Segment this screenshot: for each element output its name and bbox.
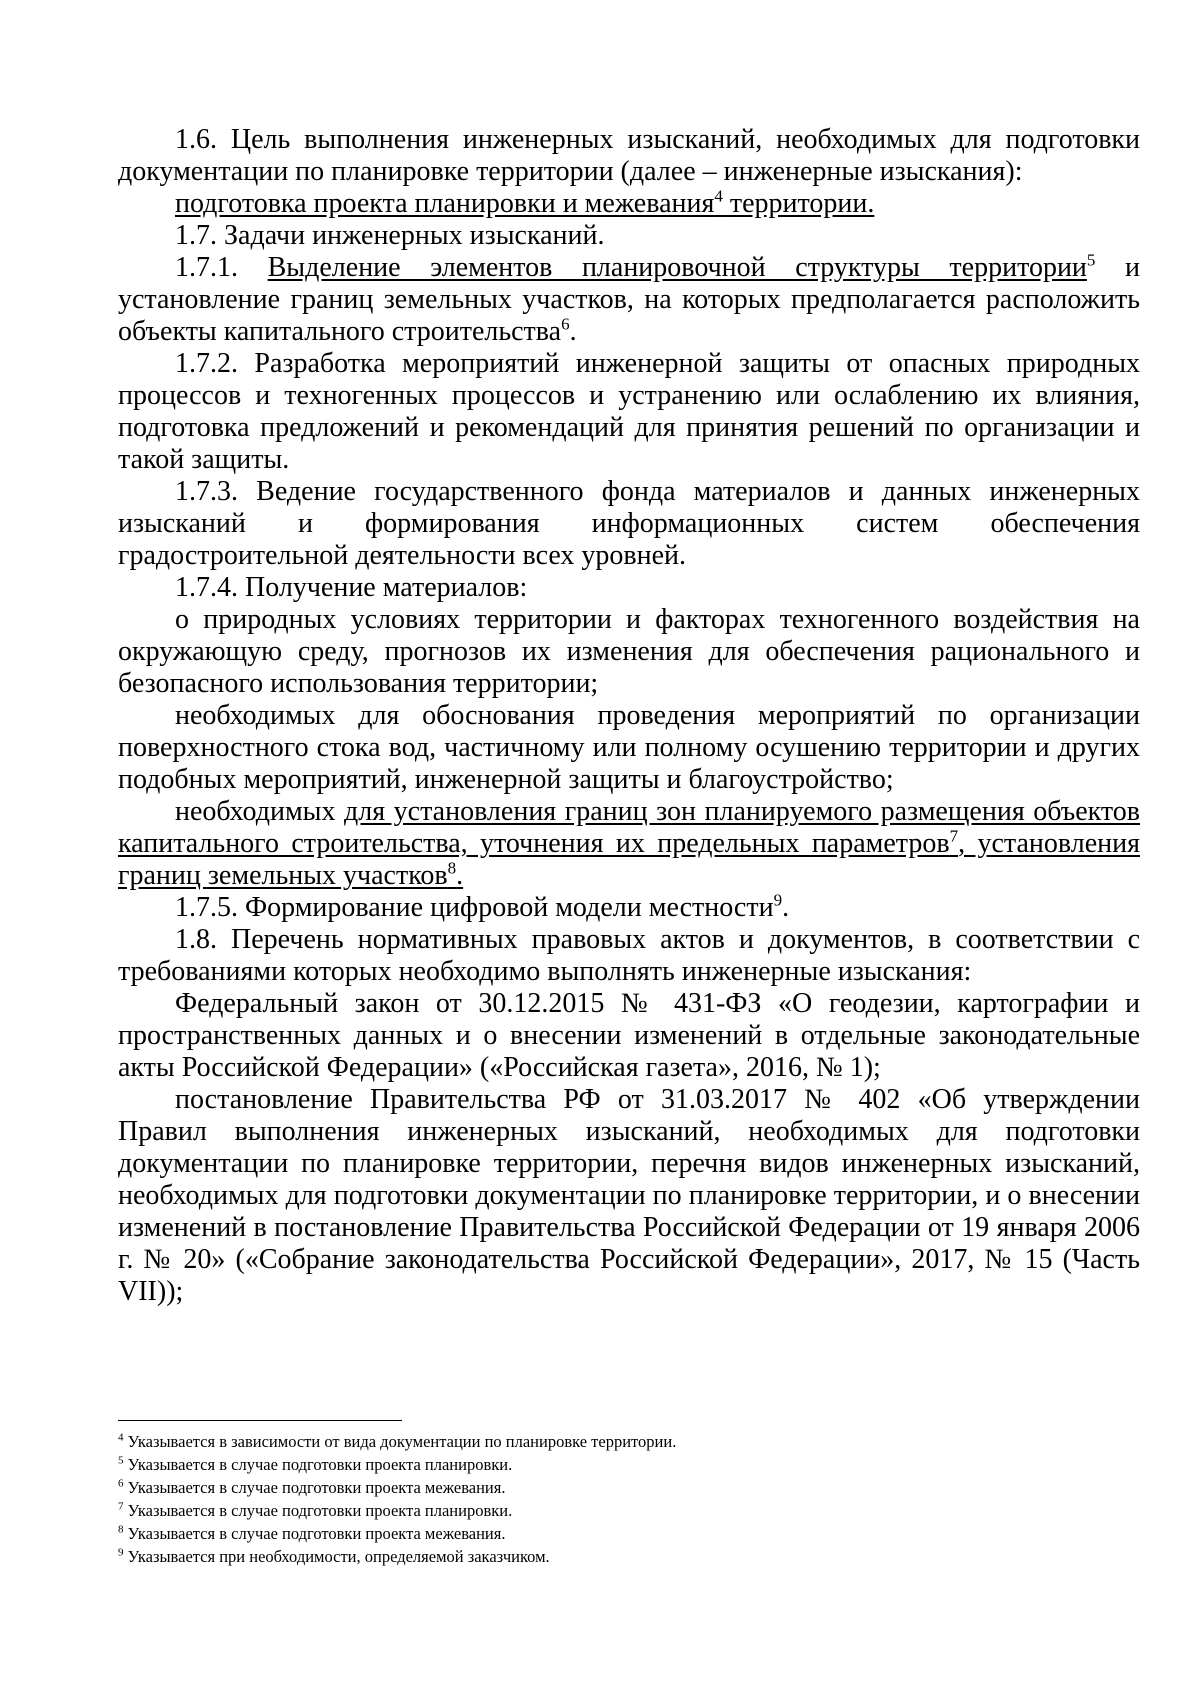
paragraph-1-7-5 xyxy=(118,892,1140,924)
paragraph-1-8: 1.8. Перечень нормативных правовых актов и документов, в соответствии с требованиями которых необходимо выполнять инженерные изыскания: xyxy=(118,924,1140,987)
footnote-text: Указывается при необходимости, определяемой заказчиком. xyxy=(123,1547,550,1566)
law-federal-431: Федеральный закон от 30.12.2015 № 431-ФЗ «О геодезии, картографии и пространственных данных и о внесении изменений в отдельные законодательные акты Российской Федерации» («Российская газета», 2016, № 1); xyxy=(118,988,1140,1083)
footnote-6 xyxy=(118,1476,1118,1499)
paragraph-1-7-4-c xyxy=(118,796,1140,892)
footnote-7 xyxy=(118,1499,1118,1522)
footnote-text: Указывается в случае подготовки проекта межевания. xyxy=(123,1478,506,1497)
footnote-number: 6 xyxy=(118,1477,124,1490)
paragraph-1-7-1 xyxy=(118,252,1140,348)
goal-text-end: территории. xyxy=(722,188,875,219)
footnote-separator xyxy=(118,1420,402,1421)
period: . xyxy=(782,892,790,923)
underlined-text-2: , установления границ земельных участков xyxy=(118,828,1140,891)
paragraph-text: и установление границ земельных участков, на которых предполагается расположить объекты капитального строительства xyxy=(118,252,1141,347)
footnote-number: 8 xyxy=(118,1523,124,1536)
footnote-number: 4 xyxy=(118,1431,124,1444)
paragraph-1-7-4-a: о природных условиях территории и факторах техногенного воздействия на окружающую среду, прогнозов их изменения для обеспечения рационального и безопасного использования территории; xyxy=(118,604,1140,699)
document-body xyxy=(118,124,1140,1308)
footnote-text: Указывается в случае подготовки проекта планировки. xyxy=(123,1455,513,1474)
footnote-number: 5 xyxy=(118,1454,124,1467)
footnote-ref-8[interactable]: 8 xyxy=(447,858,457,878)
footnote-ref-4[interactable]: 4 xyxy=(714,186,723,206)
footnote-text: Указывается в случае подготовки проекта планировки. xyxy=(123,1501,513,1520)
paragraph-1-7-4: 1.7.4. Получение материалов: xyxy=(175,572,528,603)
footnote-number: 9 xyxy=(118,1546,124,1559)
footnotes xyxy=(118,1430,1118,1568)
paragraph-text: 1.7.5. Формирование цифровой модели местности xyxy=(175,892,774,923)
footnote-ref-5[interactable]: 5 xyxy=(1086,250,1096,270)
paragraph-1-7-3: 1.7.3. Ведение государственного фонда материалов и данных инженерных изысканий и формирования информационных систем обеспечения градостроительной деятельности всех уровней. xyxy=(118,476,1140,571)
paragraph-1-7: 1.7. Задачи инженерных изысканий. xyxy=(175,220,605,251)
footnote-text: Указывается в зависимости от вида документации по планировке территории. xyxy=(123,1432,677,1451)
underlined-text: для установления границ зон планируемого размещения объектов капитального строительства, уточнения их предельных параметров xyxy=(118,796,1141,859)
period: . xyxy=(569,316,577,347)
footnote-text: Указывается в случае подготовки проекта межевания. xyxy=(123,1524,506,1543)
goal-text: подготовка проекта планировки и межевания xyxy=(175,188,715,219)
paragraph-1-6-goal xyxy=(118,188,1140,220)
footnote-ref-9[interactable]: 9 xyxy=(773,890,783,910)
footnote-ref-6[interactable]: 6 xyxy=(561,314,570,334)
paragraph-1-7-4-b: необходимых для обоснования проведения мероприятий по организации поверхностного стока вод, частичному или полному осушению территории и других подобных мероприятий, инженерной защиты и благоустройство; xyxy=(118,700,1140,795)
footnote-number: 7 xyxy=(118,1500,124,1513)
footnote-ref-7[interactable]: 7 xyxy=(949,826,959,846)
paragraph-1-6: 1.6. Цель выполнения инженерных изысканий, необходимых для подготовки документации по планировке территории (далее – инженерные изыскания): xyxy=(118,124,1140,187)
footnote-4 xyxy=(118,1430,1118,1453)
footnote-5 xyxy=(118,1453,1118,1476)
footnote-8 xyxy=(118,1522,1118,1545)
footnote-9 xyxy=(118,1545,1118,1568)
law-decree-402: постановление Правительства РФ от 31.03.2017 № 402 «Об утверждении Правил выполнения инженерных изысканий, необходимых для подготовки документации по планировке территории, перечня видов инженерных изысканий, необходимых для подготовки документации по планировке территории, и о внесении изменений в постановление Правительства Российской Федерации от 19 января 2006 г. № 20» («Собрание законодательства Российской Федерации», 2017, № 15 (Часть VII)); xyxy=(118,1084,1140,1307)
item-number: 1.7.1. xyxy=(175,252,268,283)
paragraph-1-7-2: 1.7.2. Разработка мероприятий инженерной защиты от опасных природных процессов и техногенных процессов и устранению или ослаблению их влияния, подготовка предложений и рекомендаций для принятия решений по организации и такой защиты. xyxy=(118,348,1140,475)
period: . xyxy=(456,860,464,891)
paragraph-text: необходимых xyxy=(175,796,345,827)
underlined-text: Выделение элементов планировочной структуры территории xyxy=(267,252,1087,283)
